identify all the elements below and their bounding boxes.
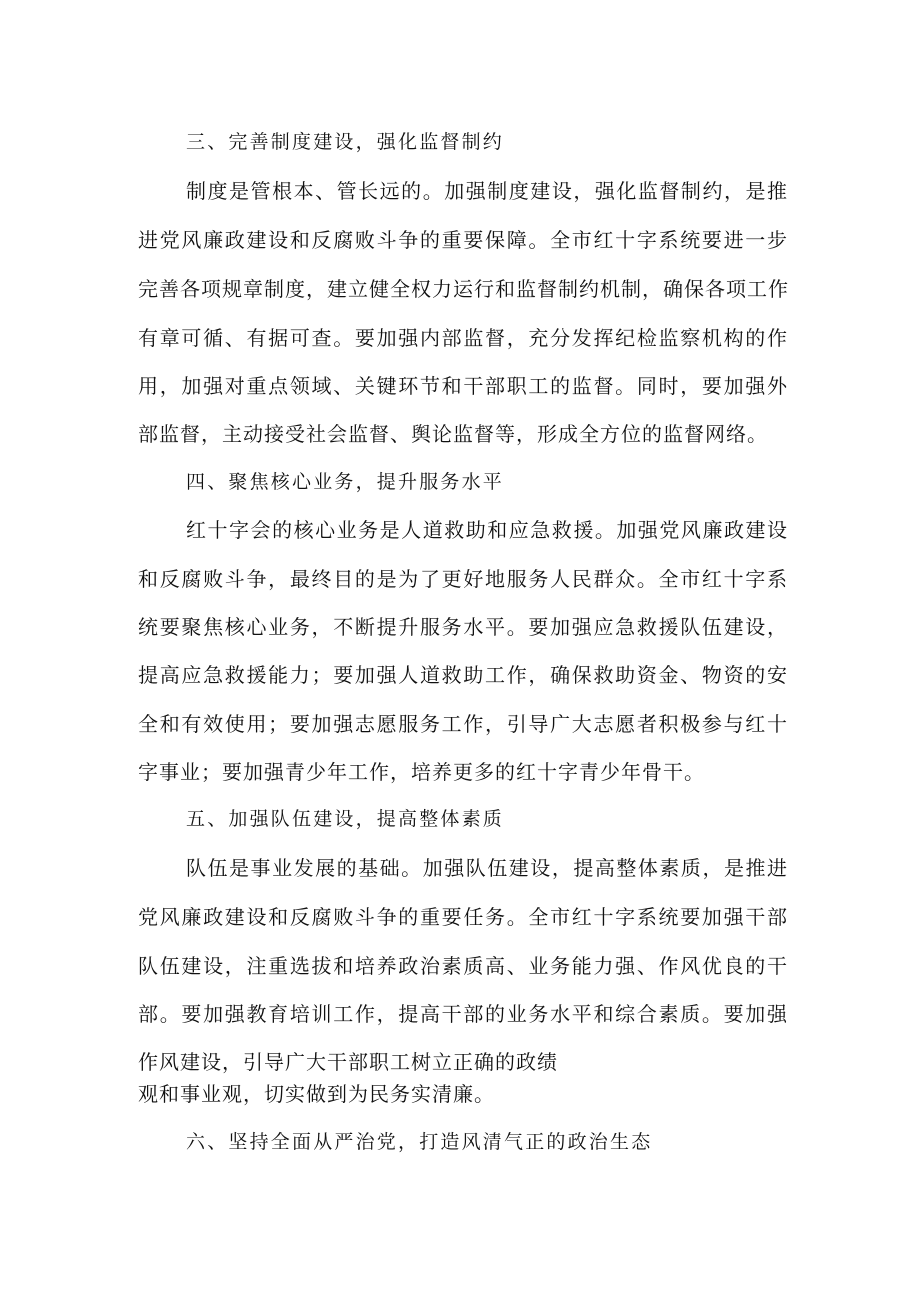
paragraph-line: 进党风廉政建设和反腐败斗争的重要保障。全市红十字系统要进一步 bbox=[138, 228, 788, 252]
paragraph-line: 统要聚焦核心业务，不断提升服务水平。要加强应急救援队伍建设， bbox=[138, 615, 788, 639]
section-heading-3: 三、完善制度建设，强化监督制约 bbox=[186, 131, 505, 153]
paragraph-line: 党风廉政建设和反腐败斗争的重要任务。全市红十字系统要加强干部 bbox=[138, 905, 788, 929]
paragraph-line: 用，加强对重点领域、关键环节和干部职工的监督。同时，要加强外 bbox=[138, 374, 788, 398]
paragraph-line: 部。要加强教育培训工作，提高干部的业务水平和综合素质。要加强 bbox=[138, 1002, 788, 1026]
paragraph-line: 作风建设，引导广大干部职工树立正确的政绩 bbox=[138, 1050, 558, 1074]
paragraph-line: 队伍是事业发展的基础。加强队伍建设，提高整体素质，是推进 bbox=[186, 856, 788, 880]
paragraph-line: 红十字会的核心业务是人道救助和应急救援。加强党风廉政建设 bbox=[186, 518, 788, 542]
paragraph-line: 观和事业观，切实做到为民务实清廉。 bbox=[138, 1082, 495, 1106]
paragraph-line: 字事业；要加强青少年工作，培养更多的红十字青少年骨干。 bbox=[138, 760, 705, 784]
paragraph-line: 全和有效使用；要加强志愿服务工作，引导广大志愿者积极参与红十 bbox=[138, 712, 788, 736]
section-heading-6: 六、坚持全面从严治党，打造风清气正的政治生态 bbox=[186, 1131, 653, 1153]
paragraph-line: 部监督，主动接受社会监督、舆论监督等，形成全方位的监督网络。 bbox=[138, 422, 768, 446]
paragraph-line: 完善各项规章制度，建立健全权力运行和监督制约机制，确保各项工作 bbox=[138, 277, 789, 301]
paragraph-line: 和反腐败斗争，最终目的是为了更好地服务人民群众。全市红十字系 bbox=[138, 567, 788, 591]
paragraph-line: 制度是管根本、管长远的。加强制度建设，强化监督制约，是推 bbox=[186, 179, 788, 203]
section-heading-5: 五、加强队伍建设，提高整体素质 bbox=[186, 808, 505, 830]
paragraph-line: 有章可循、有据可查。要加强内部监督，充分发挥纪检监察机构的作 bbox=[138, 326, 788, 350]
paragraph-line: 提高应急救援能力；要加强人道救助工作，确保救助资金、物资的安 bbox=[138, 663, 788, 687]
section-heading-4: 四、聚焦核心业务，提升服务水平 bbox=[186, 471, 505, 493]
paragraph-line: 队伍建设，注重选拔和培养政治素质高、业务能力强、作风优良的干 bbox=[138, 954, 788, 978]
